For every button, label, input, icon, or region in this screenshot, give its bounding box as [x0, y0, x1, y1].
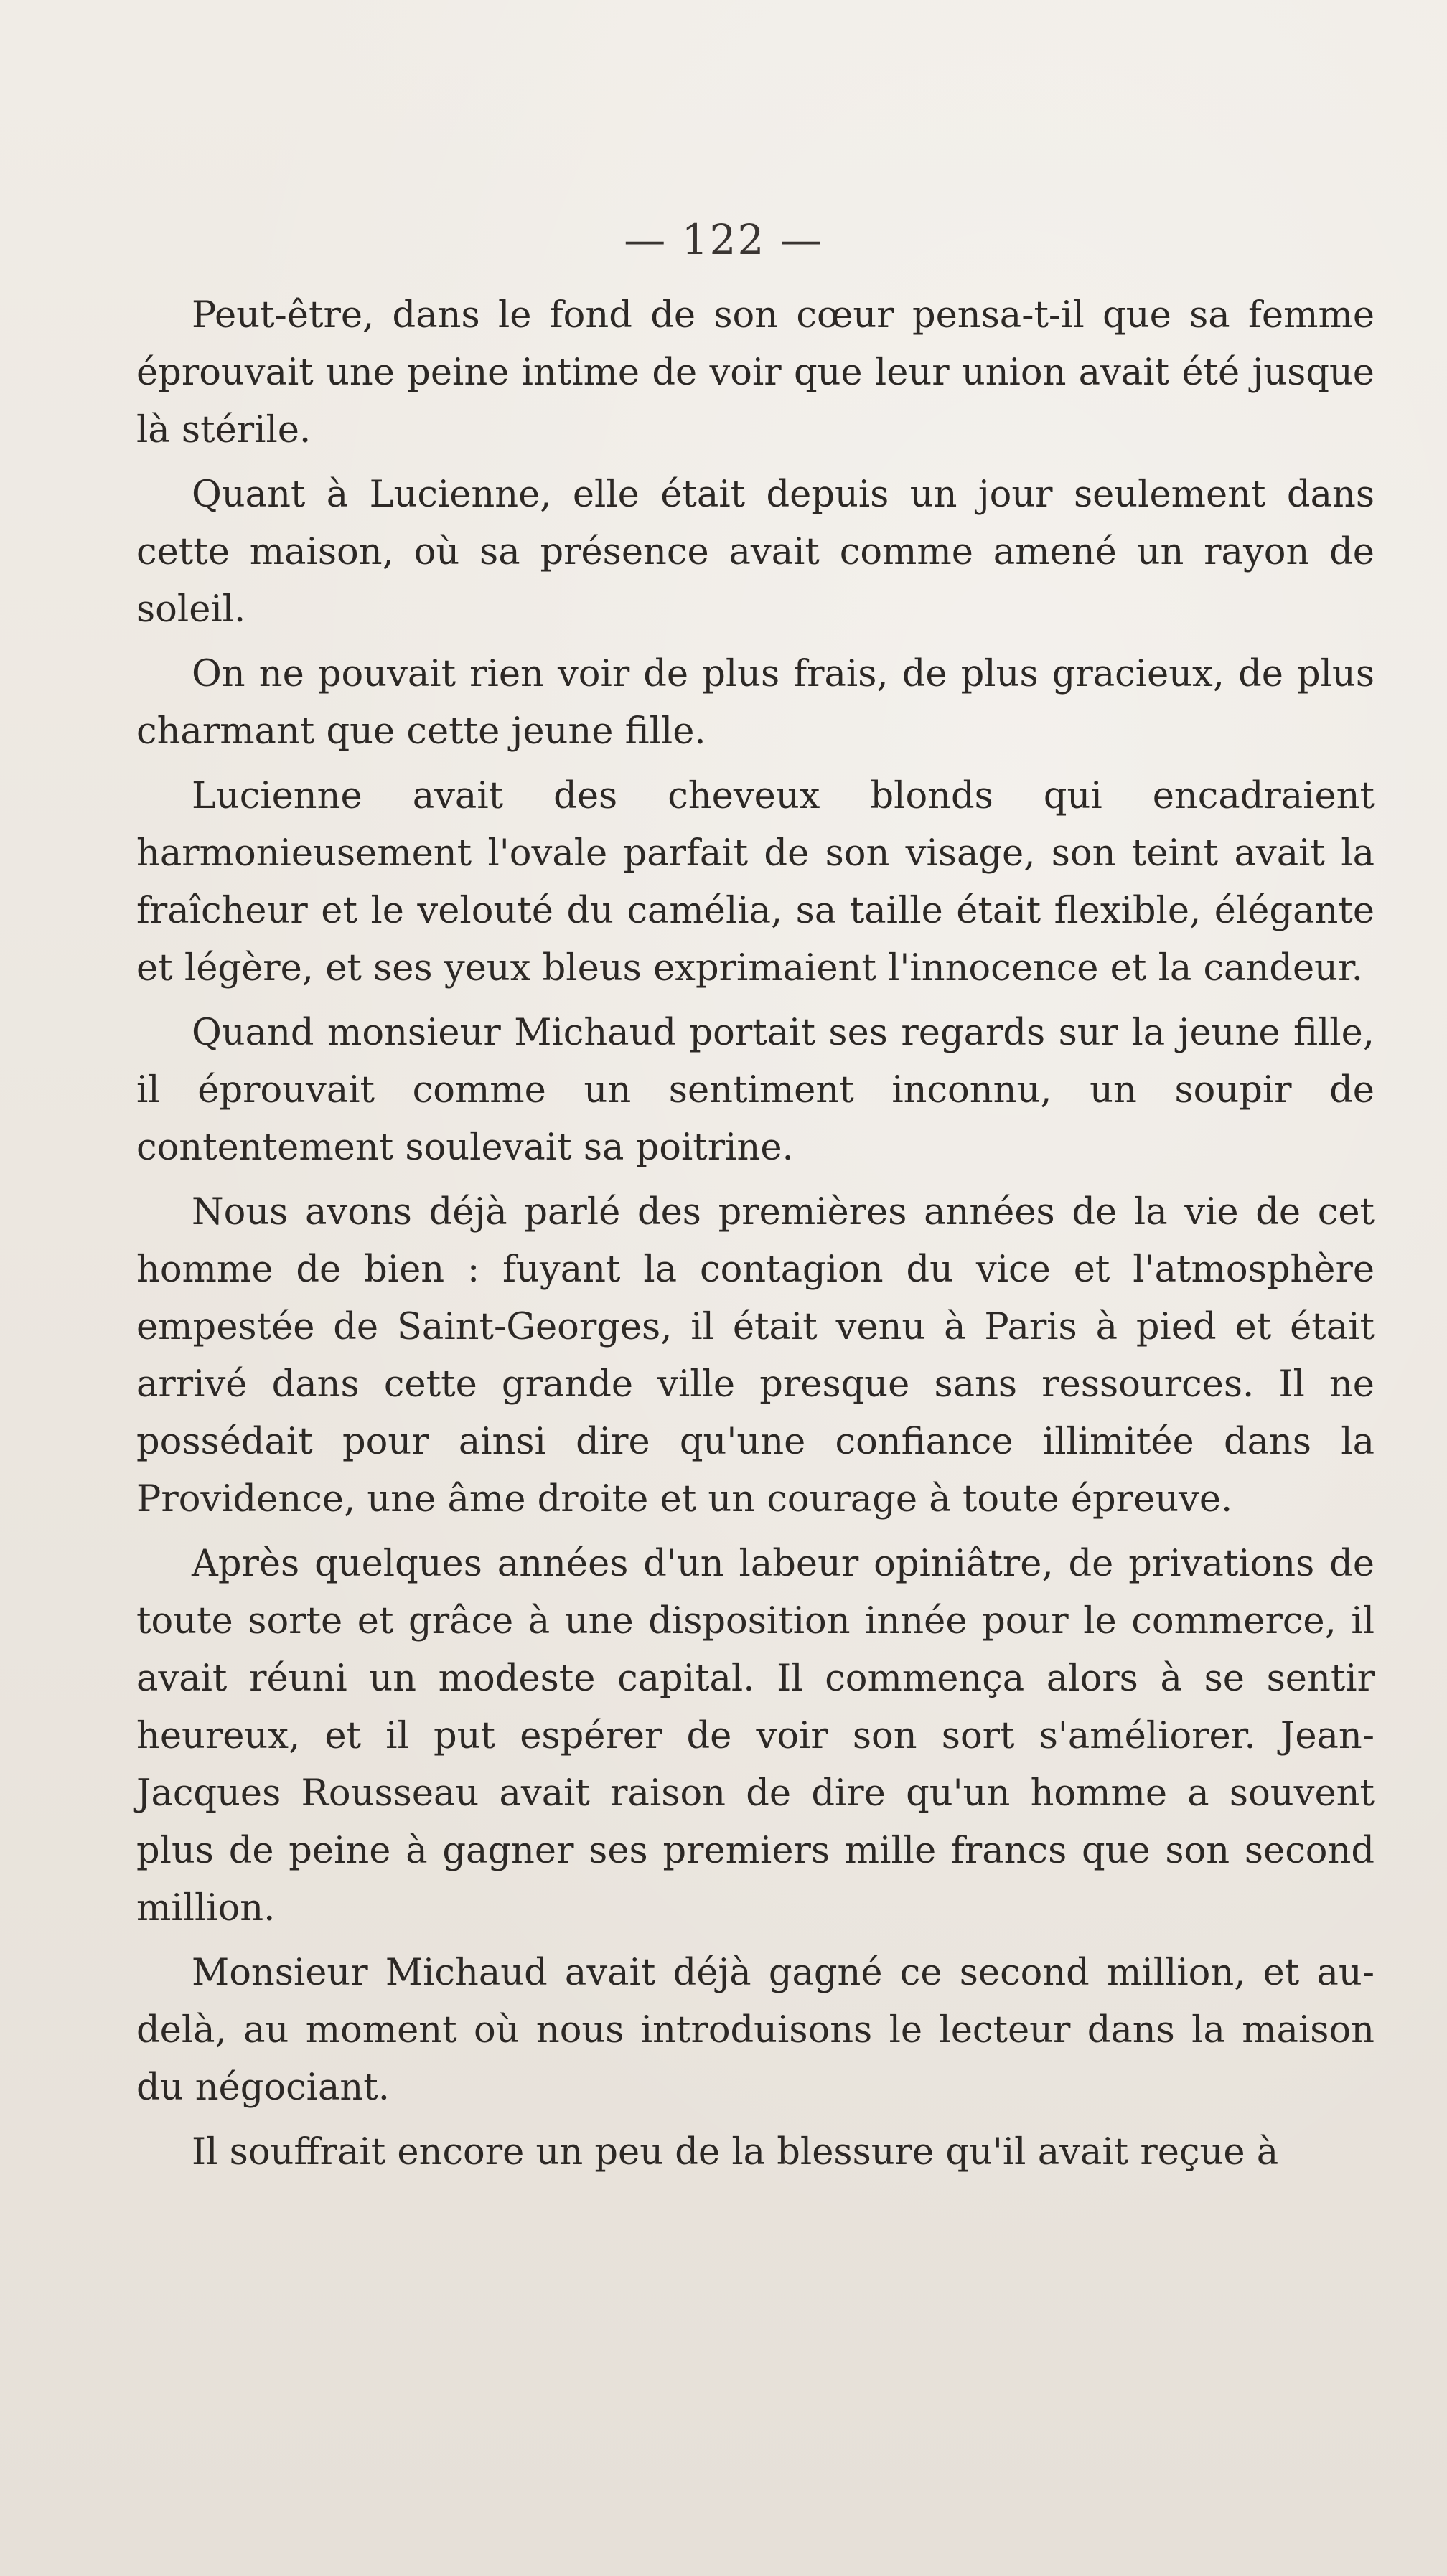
paragraph: Quant à Lucienne, elle était depuis un jour seulement dans cette maison, où sa présence avait comme amené un rayon de soleil.: [136, 474, 1375, 631]
body-text: [136, 287, 1375, 2189]
page-number: — 122 —: [624, 215, 823, 264]
paragraph: Après quelques années d'un labeur opiniâtre, de privations de toute sorte et grâce à une disposition innée pour le commerce, il avait réuni un modeste capital. Il commença alors à se sentir heureux, et il put espérer de voir son sort s'améliorer. Jean-Jacques Rousseau avait raison de dire qu'un homme a souvent plus de peine à gagner ses premiers mille francs que son second million.: [136, 1543, 1375, 1929]
paragraph: Monsieur Michaud avait déjà gagné ce second million, et au-delà, au moment où nous introduisons le lecteur dans la maison du négociant.: [136, 1952, 1375, 2109]
paragraph: Quand monsieur Michaud portait ses regards sur la jeune fille, il éprouvait comme un sentiment inconnu, un soupir de contentement soulevait sa poitrine.: [136, 1012, 1375, 1169]
paragraph: Nous avons déjà parlé des premières années de la vie de cet homme de bien : fuyant la contagion du vice et l'atmosphère empestée de Saint-Georges, il était venu à Paris à pied et était arrivé dans cette grande ville presque sans ressources. Il ne possédait pour ainsi dire qu'une confiance illimitée dans la Providence, une âme droite et un courage à toute épreuve.: [136, 1191, 1375, 1520]
paragraph: Lucienne avait des cheveux blonds qui encadraient harmonieusement l'ovale parfait de son visage, son teint avait la fraîcheur et le velouté du camélia, sa taille était flexible, élégante et légère, et ses yeux bleus exprimaient l'innocence et la candeur.: [136, 775, 1375, 989]
paragraph: Il souffrait encore un peu de la blessure qu'il avait reçue à: [192, 2131, 1279, 2173]
paragraph: On ne pouvait rien voir de plus frais, de plus gracieux, de plus charmant que cette jeune fille.: [136, 653, 1375, 753]
paragraph: Peut-être, dans le fond de son cœur pensa-t-il que sa femme éprouvait une peine intime de voir que leur union avait été jusque là stérile.: [136, 294, 1375, 451]
